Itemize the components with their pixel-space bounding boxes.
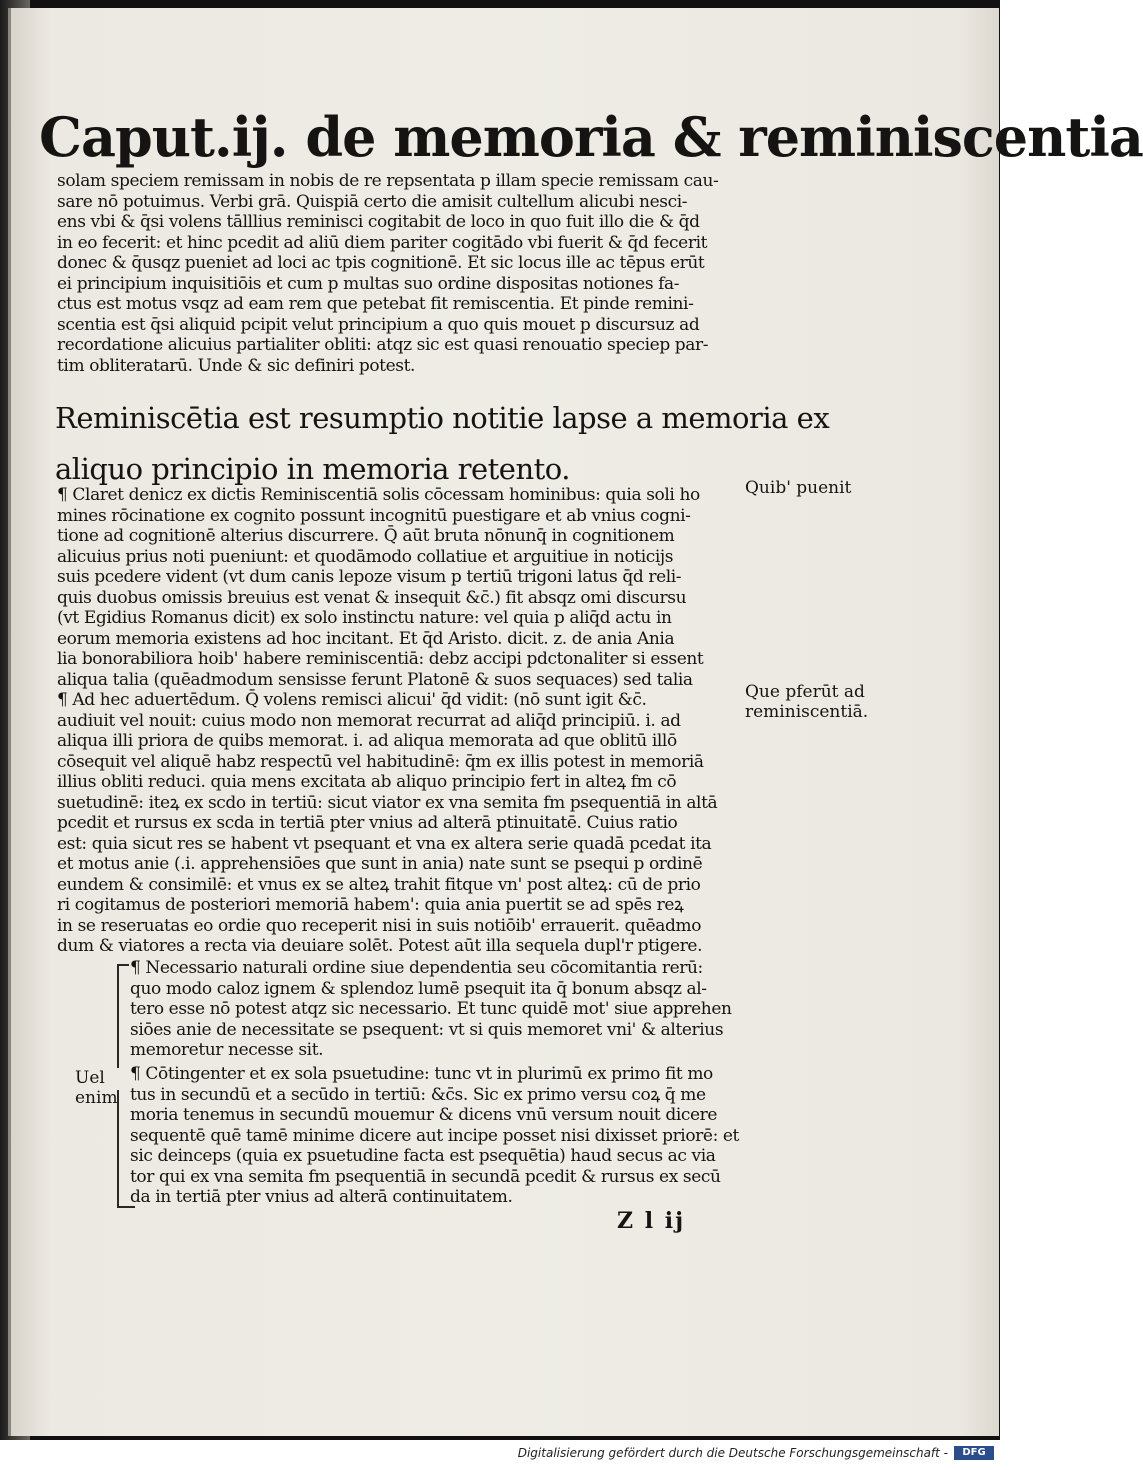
text-line: in eo fecerit: et hinc pcedit ad aliū diem pariter cogitādo vbi fuerit & q̄d fecerit [57, 232, 708, 253]
text-line: ¶ Necessario naturali ordine siue dependentia seu cōcomitantia rerū: [130, 958, 703, 978]
text-line: donec & q̄usqz pueniet ad loci ac tpis cognitionē. Et sic locus ille ac tēpus erūt [57, 253, 705, 273]
text-line: pcedit et rursus ex scda in tertiā pter vnius ad alterā ptinuitatē. Cuius ratio [57, 813, 678, 833]
text-line: ens vbi & q̄si volens tālllius reminisci cogitabit de loco in quo fuit illo die & q̄d [57, 212, 700, 232]
text-line: tero esse nō potest atqz sic necessario. Et tunc quidē mot' siue apprehen [130, 999, 732, 1019]
text-line: aliqua illi priora de quibs memorat. i. ad aliqua memorata ad que oblitū illō [57, 731, 677, 751]
bracket-upper [117, 964, 119, 1068]
text-line: dum & viatores a recta via deuiare solēt. Potest aūt illa sequela dupl'r ptigere. [57, 936, 703, 956]
text-line: memoretur necesse sit. [130, 1040, 324, 1060]
text-line: cōsequit vel aliquē habz respectū vel habitudinē: q̄m ex illis potest in memoriā [57, 751, 704, 772]
text-line: recordatione alicuius partialiter obliti: atqz sic est quasi renouatio speciep par- [57, 335, 709, 355]
signature-mark: Z l ij [617, 1208, 686, 1234]
chapter-heading: Caput.ij. de memoria & reminiscentia [39, 105, 1143, 169]
text-line: in se reseruatas eo ordie quo receperit nisi in suis notiōib' errauerit. quēadmo [57, 915, 702, 936]
text-line: tor qui ex vna semita fm psequentiā in secundā pcedit & rursus ex secū [130, 1166, 721, 1187]
bracket-lower [117, 1090, 119, 1208]
dfg-logo-icon: DFG [954, 1446, 994, 1460]
text-line: tione ad cognitionē alterius discurrere. Q̄ aūt bruta nōnunq̄ in cognitionem [57, 526, 675, 546]
text-line: mines rōcinatione ex cognito possunt incognitū puestigare et ab vnius cogni- [57, 505, 691, 526]
text-line: ¶ Claret denicz ex dictis Reminiscentiā solis cōcessam hominibus: quia soli ho [57, 485, 700, 505]
footer-credit: Digitalisierung gefördert durch die Deutsche Forschungsgemeinschaft - [517, 1446, 948, 1460]
paragraph-main [57, 485, 717, 957]
definition-line-1: Reminiscētia est resumptio notitie lapse a memoria ex [55, 401, 830, 435]
text-line: quo modo caloz ignem & splendoz lumē psequit ita q̄ bonum absqz al- [130, 978, 707, 999]
text-line: illius obliti reduci. quia mens excitata ab aliquo principio fert in alteꝝ fm cō [57, 772, 677, 792]
book-page [8, 8, 1143, 1436]
margin-note-line: reminiscentiā. [745, 702, 869, 722]
margin-note-quibus: Quib' puenit [745, 478, 852, 498]
text-line: eundem & consimilē: et vnus ex se alteꝝ trahit fitque vn' post alteꝝ: cū de prio [57, 874, 701, 895]
text-line: est: quia sicut res se habent vt psequant et vna ex altera serie quadā pcedat ita [57, 833, 712, 854]
text-line: ei principium inquisitiōis et cum p multas suo ordine dispositas notiones fa- [57, 273, 680, 294]
text-line: sic deinceps (quia ex psuetudine facta est psequētia) haud secus ac via [130, 1146, 716, 1166]
margin-note-que-conferunt [745, 682, 868, 722]
text-line: da in tertiā pter vnius ad alterā continuitatem. [130, 1187, 513, 1207]
margin-note-line: Que pferūt ad [745, 682, 865, 702]
paragraph-intro [57, 171, 718, 376]
text-line: tim obliteratarū. Unde & sic definiri potest. [57, 355, 416, 376]
text-line: moria tenemus in secundū mouemur & dicens vnū versum nouit dicere [130, 1105, 718, 1125]
margin-vel-enim [75, 1068, 118, 1108]
paragraph-contingenter [130, 1064, 739, 1208]
text-line: scentia est q̄si aliquid pcipit velut principium a quo quis mouet p discursuz ad [57, 314, 700, 335]
text-line: tus in secundū et a secūdo in tertiū: &c̄s. Sic ex primo versu coꝝ q̄ me [130, 1084, 706, 1105]
text-line: siōes anie de necessitate se psequent: vt si quis memoret vni' & alterius [130, 1019, 724, 1040]
text-line: aliqua talia (quēadmodum sensisse ferunt Platonē & suos sequaces) sed talia [57, 669, 693, 690]
text-line: ri cogitamus de posteriori memoriā habem': quia ania puertit se ad spēs reꝝ [57, 895, 684, 915]
text-line: ctus est motus vsqz ad eam rem que petebat fit remiscentia. Et pinde remini- [57, 294, 694, 314]
paragraph-necessario [130, 958, 732, 1061]
text-line: solam speciem remissam in nobis de re repsentata p illam specie remissam cau- [57, 171, 719, 191]
text-line: sare nō potuimus. Verbi grā. Quispiā certo die amisit cultellum alicubi nesci- [57, 191, 688, 212]
text-line: lia bonorabiliora hoib' habere reminiscentiā: debz accipi pdctonaliter si essent [57, 649, 704, 669]
text-line: (vt Egidius Romanus dicit) ex solo instinctu nature: vel quia p aliq̄d actu in [57, 608, 672, 628]
text-line: et motus anie (.i. apprehensiōes que sunt in ania) nate sunt se psequi p ordinē [57, 854, 703, 874]
text-line: suis pcedere vident (vt dum canis lepoze visum p tertiū trigoni latus q̄d reli- [57, 567, 682, 587]
text-line: eorum memoria existens ad hoc incitant. Et q̄d Aristo. dicit. z. de ania Ania [57, 628, 675, 649]
text-line: suetudinē: iteꝝ ex scdo in tertiū: sicut viator ex vna semita fm psequentiā in altā [57, 792, 718, 813]
text-line: ¶ Cōtingenter et ex sola psuetudine: tunc vt in plurimū ex primo fit mo [130, 1064, 713, 1084]
margin-enim-word: enim [75, 1088, 118, 1108]
margin-vel-word: Uel [75, 1068, 105, 1088]
text-line: audiuit vel nouit: cuius modo non memorat recurrat ad aliq̄d principiū. i. ad [57, 710, 681, 731]
text-line: alicuius prius noti pueniunt: et quodāmodo collatiue et arguitiue in noticijs [57, 546, 674, 567]
bracket-upper-cap [117, 964, 129, 966]
text-line: sequentē quē tamē minime dicere aut incipe posset nisi dixisset priorē: et [130, 1125, 739, 1146]
text-line: ¶ Ad hec aduertēdum. Q̄ volens remisci alicui' q̄d vidit: (nō sunt igit &c̄. [57, 690, 647, 710]
definition-line-2: aliquo principio in memoria retento. [55, 452, 570, 486]
text-line: quis duobus omissis breuius est venat & insequit &c̄.) fit absqz omi discursu [57, 587, 687, 608]
